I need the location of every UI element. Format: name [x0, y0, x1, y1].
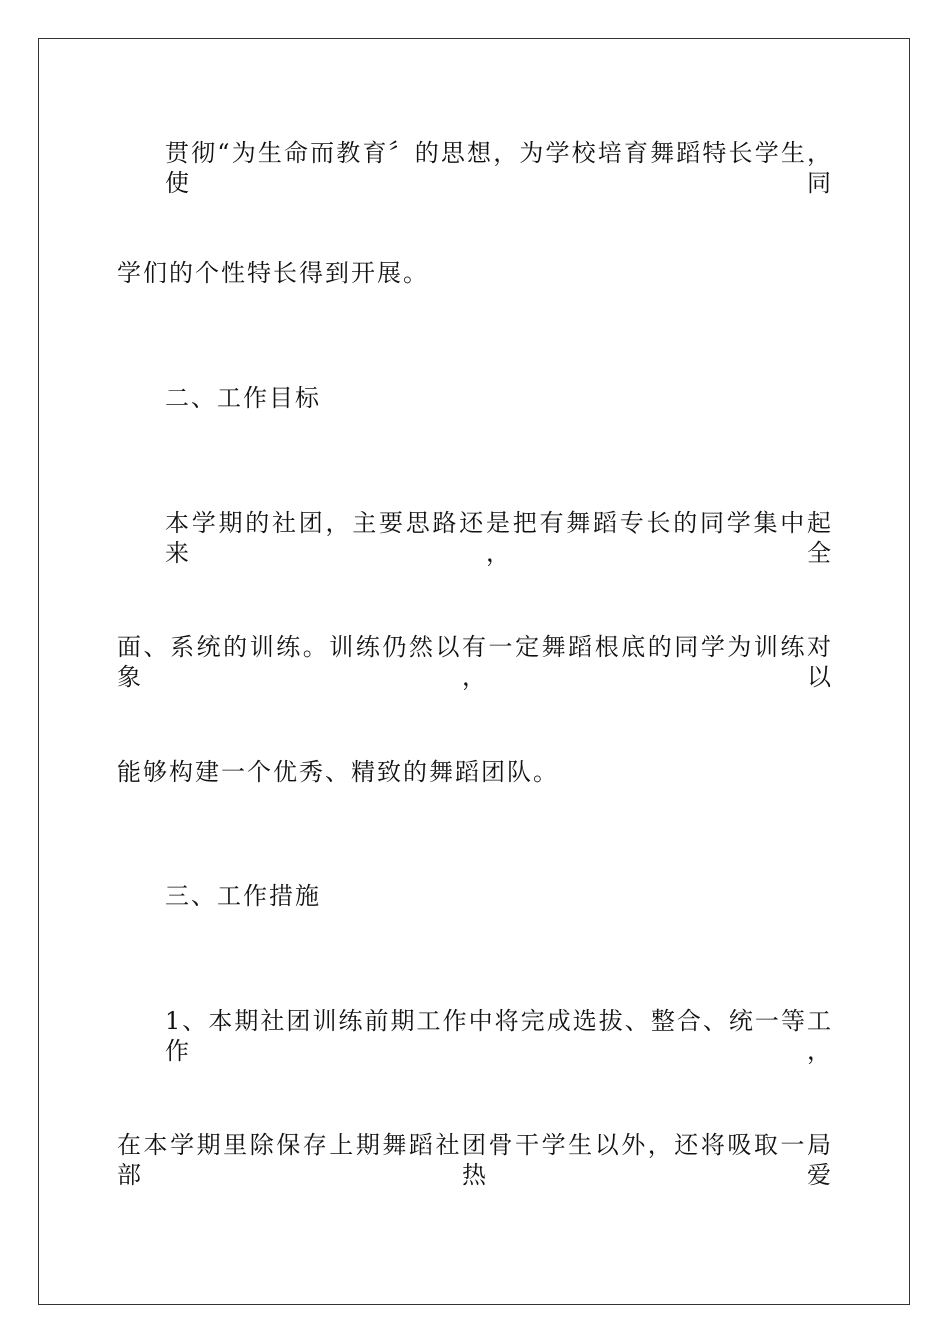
- section-heading: 三、工作措施: [165, 882, 321, 910]
- paragraph-line: 能够构建一个优秀、精致的舞蹈团队。: [117, 758, 559, 786]
- paragraph-line: 贯彻“为生命而教育〞的思想，为学校培育舞蹈特长学生，使同: [165, 139, 833, 197]
- section-heading: 二、工作目标: [165, 384, 321, 412]
- paragraph-line: 面、系统的训练。训练仍然以有一定舞蹈根底的同学为训练对象，以: [117, 633, 833, 691]
- paragraph-line: 在本学期里除保存上期舞蹈社团骨干学生以外，还将吸取一局部热爱: [117, 1131, 833, 1189]
- paragraph-line: 本学期的社团，主要思路还是把有舞蹈专长的同学集中起来，全: [165, 509, 833, 567]
- paragraph-line: 学们的个性特长得到开展。: [117, 259, 429, 287]
- paragraph-line: 1、本期社团训练前期工作中将完成选拔、整合、统一等工作，: [165, 1007, 833, 1065]
